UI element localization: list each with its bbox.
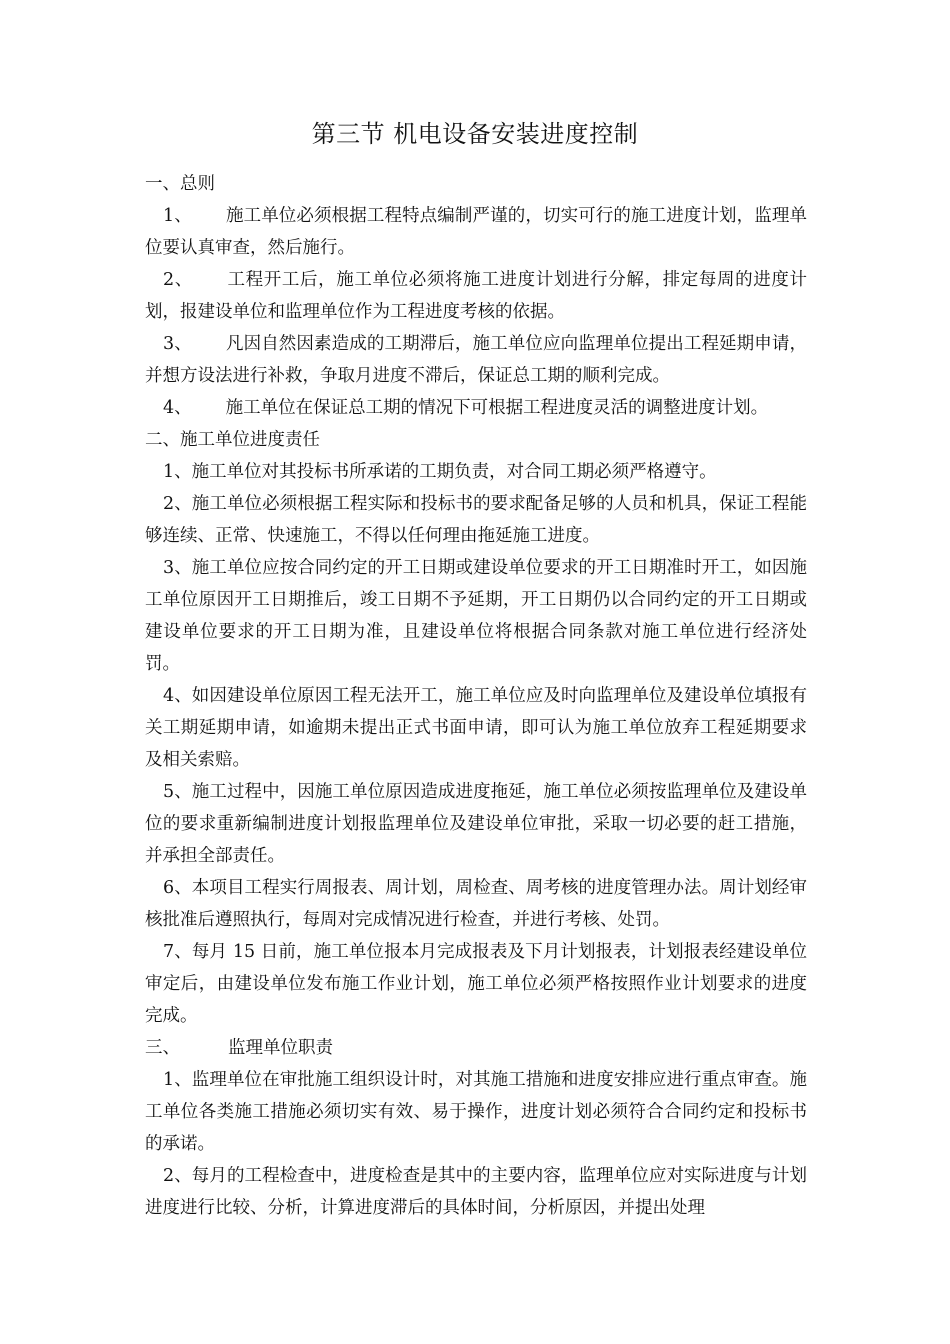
item-text: 施工单位必须根据工程特点编制严谨的，切实可行的施工进度计划，监理单位要认真审查，然后施行。 xyxy=(145,206,807,258)
list-item xyxy=(145,328,807,392)
section-heading-general: 一、总则 xyxy=(145,174,215,194)
item-text: 施工单位在保证总工期的情况下可根据工程进度灵活的调整进度计划。 xyxy=(225,398,769,418)
item-number: 3、 xyxy=(163,334,192,354)
item-number: 5、 xyxy=(163,782,192,802)
item-text: 监理单位在审批施工组织设计时，对其施工措施和进度安排应进行重点审查。施工单位各类施工措施必须切实有效、易于操作，进度计划必须符合合同约定和投标书的承诺。 xyxy=(145,1070,807,1154)
item-number: 3、 xyxy=(163,558,192,578)
list-item xyxy=(145,1160,807,1224)
item-text: 本项目工程实行周报表、周计划，周检查、周考核的进度管理办法。周计划经审核批准后遵照执行，每周对完成情况进行检查，并进行考核、处罚。 xyxy=(145,878,807,930)
list-item xyxy=(145,264,807,328)
item-text: 凡因自然因素造成的工期滞后，施工单位应向监理单位提出工程延期申请，并想方设法进行补救，争取月进度不滞后，保证总工期的顺利完成。 xyxy=(145,334,807,386)
document-body xyxy=(145,168,807,1224)
item-number: 6、 xyxy=(163,878,192,898)
list-item xyxy=(145,392,807,424)
item-text: 如因建设单位原因工程无法开工，施工单位应及时向监理单位及建设单位填报有关工期延期申请，如逾期未提出正式书面申请，即可认为施工单位放弃工程延期要求及相关索赔。 xyxy=(145,686,807,770)
list-item xyxy=(145,200,807,264)
item-text: 施工过程中，因施工单位原因造成进度拖延，施工单位必须按监理单位及建设单位的要求重新编制进度计划报监理单位及建设单位审批，采取一切必要的赶工措施，并承担全部责任。 xyxy=(145,782,807,866)
section-number: 三、 xyxy=(145,1038,180,1058)
item-number: 1、 xyxy=(163,462,192,482)
list-item xyxy=(145,456,807,488)
item-number: 4、 xyxy=(163,398,192,418)
item-text: 施工单位应按合同约定的开工日期或建设单位要求的开工日期准时开工，如因施工单位原因开工日期推后，竣工日期不予延期，开工日期仍以合同约定的开工日期或建设单位要求的开工日期为准，且建设单位将根据合同条款对施工单位进行经济处罚。 xyxy=(145,558,807,674)
list-item xyxy=(145,776,807,872)
item-text: 每月的工程检查中，进度检查是其中的主要内容，监理单位应对实际进度与计划进度进行比较、分析，计算进度滞后的具体时间，分析原因，并提出处理 xyxy=(145,1166,807,1218)
section-heading-contractor-duties: 二、施工单位进度责任 xyxy=(145,430,320,450)
list-item xyxy=(145,552,807,680)
item-number: 4、 xyxy=(163,686,192,706)
item-text: 每月 15 日前，施工单位报本月完成报表及下月计划报表，计划报表经建设单位审定后，由建设单位发布施工作业计划，施工单位必须严格按照作业计划要求的进度完成。 xyxy=(145,942,807,1026)
section-title: 监理单位职责 xyxy=(228,1038,333,1058)
item-text: 施工单位对其投标书所承诺的工期负责，对合同工期必须严格遵守。 xyxy=(191,462,717,482)
list-item xyxy=(145,872,807,936)
item-number: 2、 xyxy=(163,270,193,290)
item-number: 1、 xyxy=(163,206,192,226)
item-number: 2、 xyxy=(163,494,192,514)
item-text: 施工单位必须根据工程实际和投标书的要求配备足够的人员和机具，保证工程能够连续、正常、快速施工，不得以任何理由拖延施工进度。 xyxy=(145,494,807,546)
list-item xyxy=(145,936,807,1032)
document-title: 第三节 机电设备安装进度控制 xyxy=(311,120,639,148)
section-heading-supervisor-duties xyxy=(145,1032,807,1064)
list-item xyxy=(145,1064,807,1160)
item-number: 2、 xyxy=(163,1166,192,1186)
item-text: 工程开工后，施工单位必须将施工进度计划进行分解，排定每周的进度计划，报建设单位和监理单位作为工程进度考核的依据。 xyxy=(145,270,807,322)
item-number: 7、 xyxy=(163,942,192,962)
item-number: 1、 xyxy=(163,1070,192,1090)
list-item xyxy=(145,680,807,776)
list-item xyxy=(145,488,807,552)
